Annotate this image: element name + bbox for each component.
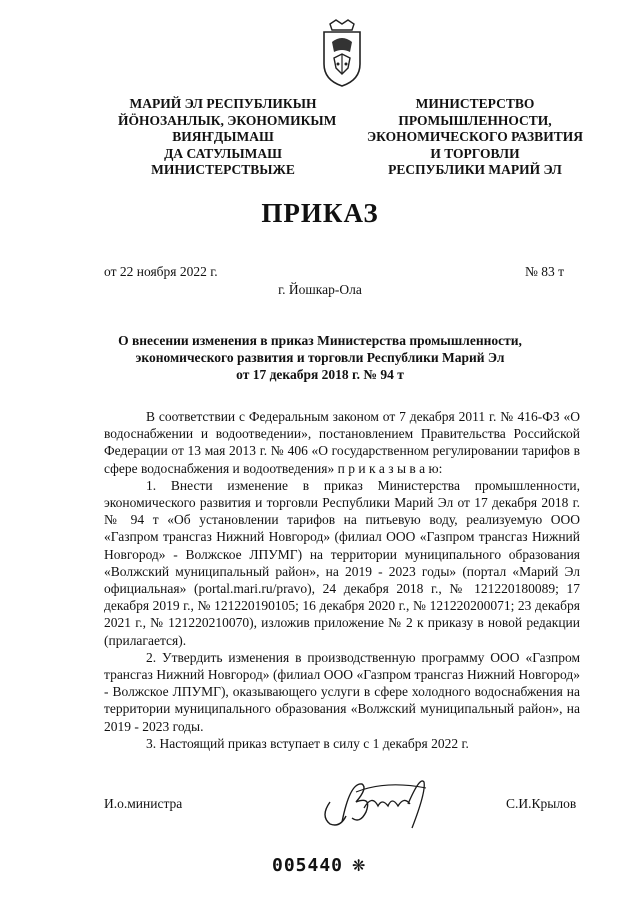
header-line: ЭКОНОМИЧЕСКОГО РАЗВИТИЯ [367, 129, 583, 144]
document-body [104, 408, 580, 752]
header-line: И ТОРГОВЛИ [430, 145, 520, 161]
header-line: ВИЯҤДЫМАШ [172, 129, 274, 144]
ministry-header-russian [355, 96, 595, 179]
handwritten-signature [316, 772, 442, 830]
subject-line: О внесении изменения в приказ Министерства промышленности, [118, 333, 522, 348]
document-date: от 22 ноября 2022 г. [104, 264, 218, 279]
order-item-3: 3. Настоящий приказ вступает в силу с 1 декабря 2022 г. [146, 735, 469, 751]
header-line: МИНИСТЕРСТВЫЖЕ [151, 162, 295, 177]
document-subject [0, 332, 640, 383]
signer-name: С.И.Крылов [506, 796, 577, 811]
order-item-1: 1. Внести изменение в приказ Министерства промышленности, экономического развития и торговли Республики Марий Эл от 17 декабря 2018 г. № 94 т «Об установлении тарифов на питьевую воду, реализуемую ООО «Газпром трансгаз Нижний Новгород» (филиал ООО «Газпром трансгаз Нижний Новгород» - Волжское ЛПУМГ) на территории муниципального образования «Волжский муниципальный район», на 2019 - 2023 годы» (портал «Марий Эл официальная» (portal.mari.ru/pravo), 24 декабря 2018 г., № 121220180089; 17 декабря 2019 г., № 121220190105; 16 декабря 2020 г., № 121220200071; 23 декабря 2021 г., № 121220210070), изложив приложение № 2 к приказу в новой редакции (прилагается). [104, 477, 580, 648]
header-line: МАРИЙ ЭЛ РЕСПУБЛИКЫН [129, 96, 317, 111]
document-number: № 83 т [525, 264, 565, 279]
ministry-header-mari [118, 96, 337, 179]
document-city: г. Йошкар-Ола [278, 282, 362, 297]
header-line: ЙӦНОЗАНЛЫК, ЭКОНОМИКЫМ [118, 112, 337, 128]
subject-line: экономического развития и торговли Республики Марий Эл [135, 350, 505, 365]
subject-line: от 17 декабря 2018 г. № 94 т [236, 367, 404, 382]
signer-role: И.о.министра [104, 796, 183, 811]
document-title: ПРИКАЗ [261, 198, 379, 228]
coat-of-arms-icon [320, 18, 364, 88]
header-line: РЕСПУБЛИКИ МАРИЙ ЭЛ [388, 162, 562, 177]
preamble-paragraph: В соответствии с Федеральным законом от 7 декабря 2011 г. № 416-ФЗ «О водоснабжении и водоотведении», постановлением Правительства Российской Федерации от 13 мая 2013 г. № 406 «О государственном регулировании тарифов в сфере водоснабжения и водоотведения» п р и к а з ы в а ю: [104, 409, 580, 476]
header-line: ПРОМЫШЛЕННОСТИ, [398, 112, 552, 128]
order-item-2: 2. Утвердить изменения в производственную программу ООО «Газпром трансгаз Нижний Новгород» (филиал ООО «Газпром трансгаз Нижний Новгород» - Волжское ЛПУМГ), оказывающего услуги в сфере холодного водоснабжения на территории муниципального образования «Волжский муниципальный район», на 2019 - 2023 годы. [104, 649, 580, 734]
asterisk-mark-icon: ❋ [352, 856, 366, 875]
header-line: ДА САТУЛЫМАШ [164, 145, 282, 161]
serial-number: 005440 [272, 855, 344, 876]
header-line: МИНИСТЕРСТВО [415, 96, 535, 111]
